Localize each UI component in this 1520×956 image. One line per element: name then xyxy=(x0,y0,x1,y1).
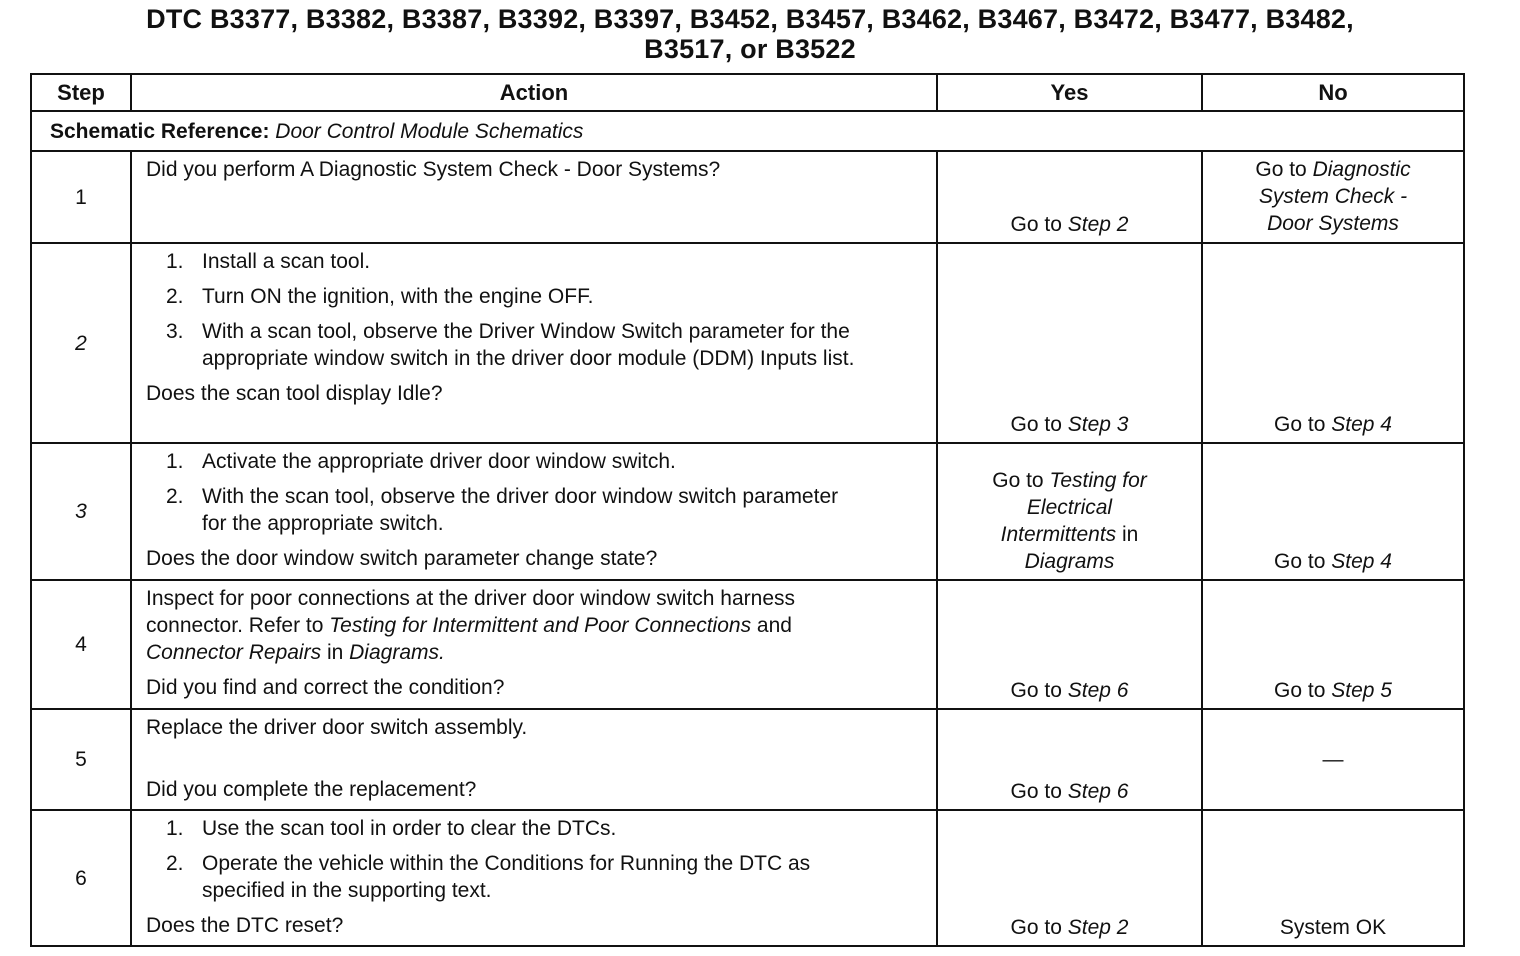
no-dash: — xyxy=(1322,748,1344,771)
table-row xyxy=(31,443,1464,580)
step-number: 2 xyxy=(31,243,131,443)
table-row xyxy=(31,810,1464,946)
list-number: 2. xyxy=(166,852,184,875)
yes-link-line: Electrical xyxy=(1026,496,1113,519)
table-row xyxy=(31,580,1464,709)
action-cell xyxy=(131,443,937,580)
yes-cell xyxy=(937,443,1202,580)
action-cell xyxy=(131,810,937,946)
diagrams-link[interactable]: Diagrams xyxy=(1024,550,1115,573)
list-item-text: Install a scan tool. xyxy=(202,250,371,273)
table-row xyxy=(31,243,1464,443)
yes-cell xyxy=(937,243,1202,443)
go-to-label: Go to xyxy=(1010,916,1062,939)
list-item xyxy=(146,318,922,372)
reference-link[interactable]: Connector Repairs xyxy=(146,641,322,664)
go-to-label: Go to xyxy=(1274,413,1326,436)
and-label: and xyxy=(756,614,792,637)
yes-link-line: Intermittents xyxy=(1000,523,1117,546)
no-cell xyxy=(1202,810,1464,946)
reference-link[interactable]: Diagrams. xyxy=(349,641,445,664)
list-item xyxy=(146,483,922,537)
yes-cell xyxy=(937,709,1202,810)
reference-link[interactable]: Testing for Intermittent and Poor Connections xyxy=(329,614,752,637)
step-instruction: Replace the driver door switch assembly. xyxy=(146,716,528,739)
list-item xyxy=(146,248,922,275)
go-to-label: Go to xyxy=(1274,550,1326,573)
yes-link-line: Testing for xyxy=(1049,469,1147,492)
action-list xyxy=(146,815,922,904)
go-to-label: Go to xyxy=(1010,413,1062,436)
step-question: Did you perform A Diagnostic System Check - Door Systems? xyxy=(146,158,721,181)
schematic-reference xyxy=(31,111,1464,151)
diagnostic-table xyxy=(30,73,1465,947)
list-item-text: With the scan tool, observe the driver door window switch parameter for the appropriate switch. xyxy=(202,485,839,535)
yes-link[interactable]: Step 3 xyxy=(1067,413,1129,436)
step-question: Did you complete the replacement? xyxy=(146,778,477,801)
no-result: System OK xyxy=(1279,916,1387,939)
action-list xyxy=(146,448,922,537)
header-no: No xyxy=(1202,74,1464,111)
yes-cell xyxy=(937,810,1202,946)
step-instruction xyxy=(146,585,922,666)
action-cell xyxy=(131,151,937,243)
no-cell xyxy=(1202,580,1464,709)
go-to-label: Go to xyxy=(1274,679,1326,702)
list-item xyxy=(146,815,922,842)
list-item-text: Turn ON the ignition, with the engine OFF. xyxy=(202,285,594,308)
step-number: 5 xyxy=(31,709,131,810)
step-number: 1 xyxy=(31,151,131,243)
action-cell xyxy=(131,580,937,709)
list-number: 1. xyxy=(166,250,184,273)
table-row xyxy=(31,151,1464,243)
step-number: 6 xyxy=(31,810,131,946)
list-item xyxy=(146,850,922,904)
page-title-line-2: B3517, or B3522 xyxy=(644,34,856,64)
list-item-text: Operate the vehicle within the Conditions for Running the DTC as specified in the supporting text. xyxy=(202,852,811,902)
page-title-line-1: DTC B3377, B3382, B3387, B3392, B3397, B3452, B3457, B3462, B3467, B3472, B3477, B3482, xyxy=(146,4,1354,34)
list-number: 1. xyxy=(166,450,184,473)
step-question: Does the scan tool display Idle? xyxy=(146,382,443,405)
yes-link[interactable]: Step 6 xyxy=(1067,679,1129,702)
list-item-text: With a scan tool, observe the Driver Window Switch parameter for the appropriate window switch in the driver door module (DDM) Inputs list. xyxy=(202,320,855,370)
no-cell xyxy=(1202,243,1464,443)
header-yes: Yes xyxy=(937,74,1202,111)
list-item-text: Activate the appropriate driver door window switch. xyxy=(202,450,676,473)
no-link-line: Door Systems xyxy=(1267,212,1399,235)
no-link[interactable]: Step 4 xyxy=(1331,550,1392,573)
in-label: in xyxy=(326,641,344,664)
schematic-link[interactable]: Door Control Module Schematics xyxy=(275,119,584,143)
list-number: 3. xyxy=(166,320,184,343)
step-question: Does the door window switch parameter change state? xyxy=(146,547,658,570)
go-to-label: Go to xyxy=(1010,679,1062,702)
header-row xyxy=(31,74,1464,111)
header-action: Action xyxy=(131,74,937,111)
no-link[interactable]: Step 4 xyxy=(1331,413,1392,436)
schematic-row xyxy=(31,111,1464,151)
yes-cell xyxy=(937,580,1202,709)
yes-link[interactable]: Step 6 xyxy=(1067,780,1129,803)
no-cell xyxy=(1202,151,1464,243)
yes-link[interactable]: Step 2 xyxy=(1067,916,1129,939)
no-cell xyxy=(1202,443,1464,580)
yes-link[interactable]: Step 2 xyxy=(1067,213,1129,236)
go-to-label: Go to xyxy=(992,469,1044,492)
header-step: Step xyxy=(31,74,131,111)
step-question: Did you find and correct the condition? xyxy=(146,676,505,699)
page-title xyxy=(20,4,1480,64)
instruction-text: Inspect for poor connections at the driver door window switch harness connector. Refer to xyxy=(146,587,796,637)
action-cell xyxy=(131,243,937,443)
no-link-line: Diagnostic xyxy=(1312,158,1411,181)
list-number: 1. xyxy=(166,817,184,840)
step-number: 3 xyxy=(31,443,131,580)
step-question: Does the DTC reset? xyxy=(146,914,344,937)
list-item xyxy=(146,283,922,310)
no-link[interactable]: Step 5 xyxy=(1331,679,1392,702)
list-item-text: Use the scan tool in order to clear the DTCs. xyxy=(202,817,617,840)
action-list xyxy=(146,248,922,372)
no-link-line: System Check - xyxy=(1258,185,1408,208)
in-label: in xyxy=(1122,523,1139,546)
yes-cell xyxy=(937,151,1202,243)
list-item xyxy=(146,448,922,475)
list-number: 2. xyxy=(166,285,184,308)
no-cell xyxy=(1202,709,1464,810)
schematic-label: Schematic Reference: xyxy=(50,119,270,143)
table-row xyxy=(31,709,1464,810)
step-number: 4 xyxy=(31,580,131,709)
go-to-label: Go to xyxy=(1255,158,1307,181)
action-cell xyxy=(131,709,937,810)
go-to-label: Go to xyxy=(1010,780,1062,803)
list-number: 2. xyxy=(166,485,184,508)
go-to-label: Go to xyxy=(1010,213,1062,236)
